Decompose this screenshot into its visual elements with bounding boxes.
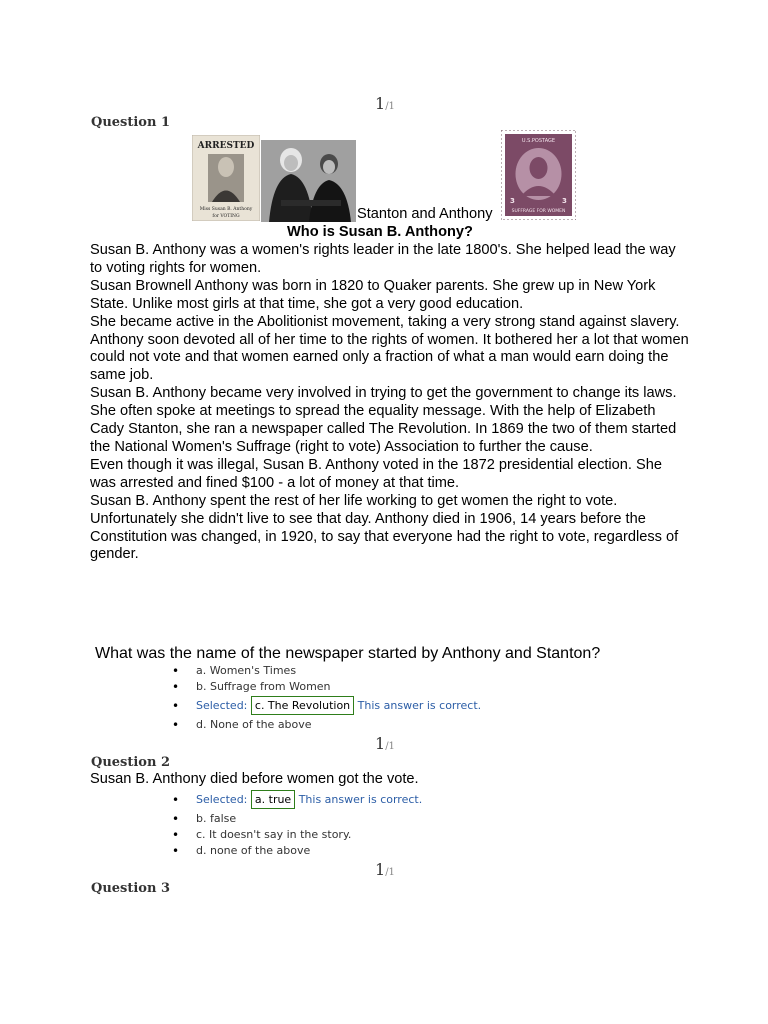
selected-label: Selected:: [196, 793, 248, 806]
svg-text:3: 3: [562, 197, 567, 205]
answer-text: d. none of the above: [196, 844, 311, 857]
article-paragraph: Even though it was illegal, Susan B. Anthony voted in the 1872 presidential election. She was arrested and fined $100 - a lot of money at that time.: [90, 456, 662, 491]
article-paragraph: She became active in the Abolitionist movement, taking a very strong stand against slavery.: [90, 313, 680, 330]
question-1-answers: [170, 663, 481, 733]
article-paragraph: Susan Brownell Anthony was born in 1820 to Quaker parents. She grew up in New York State. Unlike most girls at that time, she got a very good education.: [90, 277, 656, 312]
answer-option: [170, 679, 481, 695]
arrested-poster-image: [192, 135, 260, 221]
question-2-score: [375, 734, 395, 753]
question-3-label: Question 3: [91, 881, 171, 896]
answer-text: c. It doesn't say in the story.: [196, 828, 352, 841]
svg-text:SUFFRAGE FOR WOMEN: SUFFRAGE FOR WOMEN: [511, 209, 566, 214]
svg-text:Miss Susan B. Anthony: Miss Susan B. Anthony: [199, 207, 253, 212]
svg-text:for VOTING: for VOTING: [212, 214, 240, 219]
selected-label: Selected:: [196, 699, 248, 712]
answer-option: [170, 827, 422, 843]
question-1-prompt: What was the name of the newspaper started by Anthony and Stanton?: [95, 645, 601, 662]
correct-feedback: This answer is correct.: [298, 793, 423, 806]
svg-text:3: 3: [510, 197, 515, 205]
answer-text: a. Women's Times: [196, 664, 297, 677]
article-heading: Who is Susan B. Anthony?: [287, 224, 473, 240]
question-2-prompt: Susan B. Anthony died before women got the vote.: [90, 771, 419, 787]
article-paragraph: Susan B. Anthony became very involved in trying to get the government to change its laws. She often spoke at meetings to spread the equality message. With the help of Elizabeth Cady Stanton, she ran a newspaper called The Revolution. In 1869 the two of them started the National Women's Suffrage (right to vote) Association to further the cause.: [90, 385, 677, 455]
answer-option-selected: [170, 790, 422, 810]
svg-text:U.S.POSTAGE: U.S.POSTAGE: [521, 138, 556, 144]
question-1-score: [375, 94, 395, 113]
score-denominator: /1: [385, 741, 395, 752]
answer-option: [170, 663, 481, 679]
suffrage-stamp-image: [501, 130, 576, 220]
answer-text: b. false: [196, 812, 237, 825]
answer-option: [170, 843, 422, 859]
article-paragraph: Anthony soon devoted all of her time to the rights of women. It bothered her a lot that women could not vote and that women earned only a fraction of what a man would earn doing the same job.: [90, 331, 689, 384]
correct-feedback: This answer is correct.: [357, 699, 482, 712]
svg-text:ARRESTED: ARRESTED: [197, 141, 255, 151]
score-value: 1: [375, 94, 386, 113]
question-3-score: [375, 860, 395, 879]
score-denominator: /1: [385, 101, 395, 112]
score-denominator: /1: [385, 867, 395, 878]
answer-text: b. Suffrage from Women: [196, 680, 331, 693]
answer-option: [170, 811, 422, 827]
stanton-anthony-photo: [261, 140, 356, 222]
score-value: 1: [375, 860, 386, 879]
selected-answer-box: a. true: [251, 790, 295, 809]
image-caption: Stanton and Anthony: [357, 206, 493, 222]
answer-text: d. None of the above: [196, 718, 312, 731]
article-body: [90, 242, 690, 564]
score-value: 1: [375, 734, 386, 753]
article-paragraph: Susan B. Anthony was a women's rights leader in the late 1800's. She helped lead the way to voting rights for women.: [90, 242, 676, 276]
question-2-label: Question 2: [91, 755, 171, 770]
selected-answer-box: c. The Revolution: [251, 696, 354, 715]
article-paragraph: Susan B. Anthony spent the rest of her life working to get women the right to vote. Unfortunately she didn't live to see that day. Anthony died in 1906, 14 years before the Constitution was changed, in 1920, to say that everyone had the right to vote, regardless of gender.: [90, 492, 679, 563]
question-1-label: Question 1: [91, 115, 171, 130]
answer-option: [170, 717, 481, 733]
question-2-answers: [170, 789, 422, 859]
answer-option-selected: [170, 696, 481, 716]
